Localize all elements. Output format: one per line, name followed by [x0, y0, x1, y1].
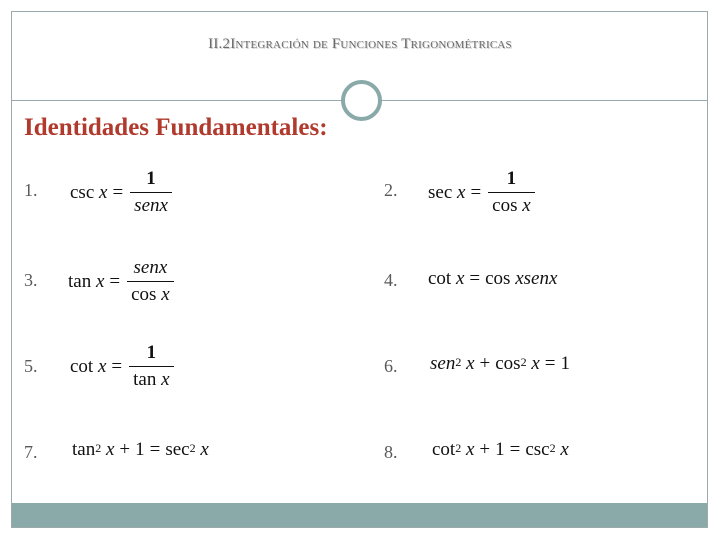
footer-bar: [12, 503, 707, 527]
identity-formula-5: cot x = $\frac{1}{\text{tan x}}$: [70, 342, 174, 391]
identity-formula-1: csc x = $\frac{1}{\text{senx}}$: [70, 168, 172, 217]
identity-formula-8: cot $^2$ x + 1 = csc $^2$ x: [432, 439, 569, 460]
identity-number-1: 1.: [24, 180, 38, 200]
identity-number-4: 4.: [384, 270, 398, 290]
identity-number-3: 3.: [24, 270, 38, 290]
fraction: $\frac{\text{senx}}{\text{cos x}}$: [127, 257, 174, 306]
fraction: $\frac{1}{\text{senx}}$: [130, 168, 172, 217]
identity-number-6: 6.: [384, 356, 398, 376]
identity-formula-2: sec x = $\frac{1}{\text{cos x}}$: [428, 168, 535, 217]
identity-number-8: 8.: [384, 442, 398, 462]
identity-formula-6: sen $^2$ x + cos $^2$ x = 1: [430, 353, 570, 374]
identity-number-2: 2.: [384, 180, 398, 200]
section-heading: Identidades Fundamentales:: [24, 114, 328, 141]
identity-number-5: 5.: [24, 356, 38, 376]
identity-formula-3: tan x = $\frac{\text{senx}}{\text{cos x}}$: [68, 257, 174, 306]
fraction: $\frac{1}{\text{cos x}}$: [488, 168, 535, 217]
slide-title: II.2Integración de Funciones Trigonométricas: [208, 36, 512, 52]
fraction: $\frac{1}{\text{tan x}}$: [129, 342, 173, 391]
identity-formula-4: cot x = cos xsenx: [428, 268, 558, 289]
identity-number-7: 7.: [24, 442, 38, 462]
identity-formula-7: tan $^2$ x + 1 = sec $^2$ x: [72, 439, 209, 460]
header-circle-ornament: [341, 80, 382, 121]
